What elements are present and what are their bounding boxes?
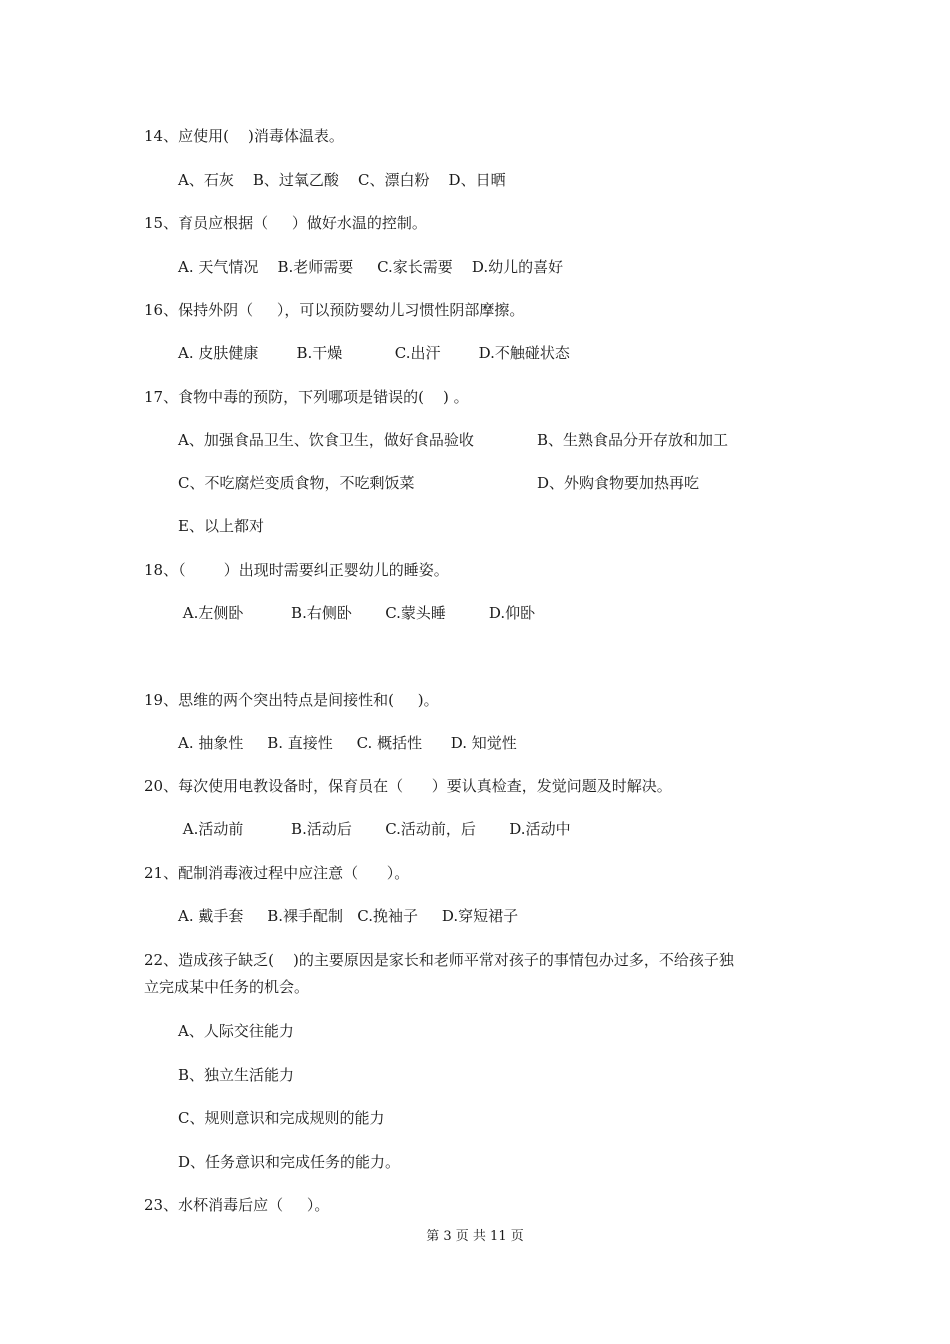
question-18-options: A.左侧卧 B.右侧卧 C.蒙头睡 D.仰卧 bbox=[178, 604, 536, 622]
question-17-option-d: D、外购食物要加热再吃 bbox=[537, 474, 700, 492]
question-18: 18、（ ）出现时需要纠正婴幼儿的睡姿。 bbox=[144, 561, 449, 579]
question-22: 22、造成孩子缺乏( )的主要原因是家长和老师平常对孩子的事情包办过多，不给孩子独 bbox=[144, 951, 734, 969]
question-17-option-c: C、不吃腐烂变质食物，不吃剩饭菜 bbox=[178, 474, 415, 492]
question-21: 21、配制消毒液过程中应注意（ ）。 bbox=[144, 864, 410, 882]
question-21-options: A. 戴手套 B.裸手配制 C.挽袖子 D.穿短裙子 bbox=[178, 907, 519, 925]
question-22-option-d: D、任务意识和完成任务的能力。 bbox=[178, 1153, 401, 1171]
question-16: 16、保持外阴（ ），可以预防婴幼儿习惯性阴部摩擦。 bbox=[144, 301, 525, 319]
question-19-options: A. 抽象性 B. 直接性 C. 概括性 D. 知觉性 bbox=[178, 734, 517, 752]
question-15-options: A. 天气情况 B.老师需要 C.家长需要 D.幼儿的喜好 bbox=[178, 258, 564, 276]
question-14-options: A、石灰 B、过氧乙酸 C、漂白粉 D、日晒 bbox=[178, 171, 506, 189]
question-16-options: A. 皮肤健康 B.干燥 C.出汗 D.不触碰状态 bbox=[178, 344, 570, 362]
question-17: 17、食物中毒的预防，下列哪项是错误的( ) 。 bbox=[144, 388, 469, 406]
question-14: 14、应使用( )消毒体温表。 bbox=[144, 127, 344, 145]
question-23: 23、水杯消毒后应（ ）。 bbox=[144, 1196, 330, 1214]
question-20-options: A.活动前 B.活动后 C.活动前，后 D.活动中 bbox=[178, 820, 571, 838]
question-17-option-b: B、生熟食品分开存放和加工 bbox=[537, 431, 729, 449]
question-19: 19、思维的两个突出特点是间接性和( )。 bbox=[144, 691, 439, 709]
question-22-option-b: B、独立生活能力 bbox=[178, 1066, 295, 1084]
question-17-option-a: A、加强食品卫生、饮食卫生，做好食品验收 bbox=[178, 431, 474, 449]
question-22-option-c: C、规则意识和完成规则的能力 bbox=[178, 1109, 385, 1127]
question-15: 15、育员应根据（ ）做好水温的控制。 bbox=[144, 214, 427, 232]
question-17-option-e: E、以上都对 bbox=[178, 517, 264, 535]
question-20: 20、每次使用电教设备时，保育员在（ ）要认真检查，发觉问题及时解决。 bbox=[144, 777, 672, 795]
question-22-continuation: 立完成某中任务的机会。 bbox=[144, 978, 310, 996]
question-22-option-a: A、人际交往能力 bbox=[178, 1022, 294, 1040]
page-number: 第 3 页 共 11 页 bbox=[426, 1229, 524, 1244]
